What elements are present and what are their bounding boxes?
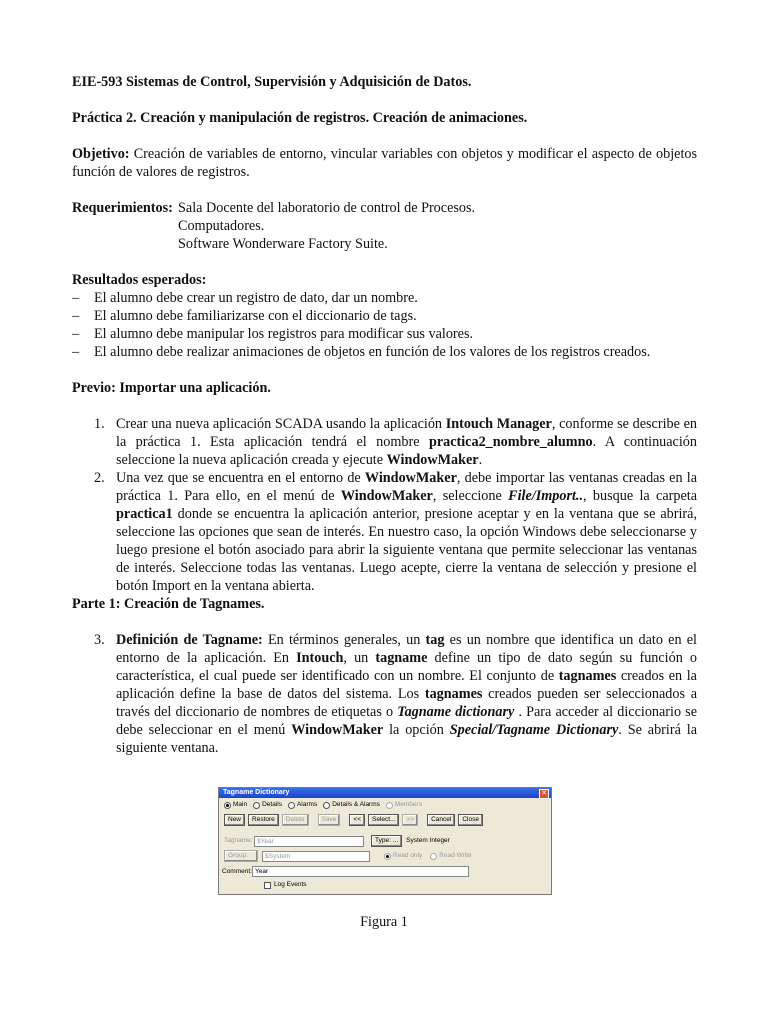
objective-paragraph bbox=[72, 145, 697, 181]
comment-label: Comment: bbox=[222, 867, 252, 875]
step-2: 2. Una vez que se encuentra en el entorno de WindowMaker, debe importar las ventanas creadas en la práctica 1. Para ello, en el menú de WindowMaker, seleccione File/Import.., busque la carpeta practica1 donde se encuentra la aplicación anterior, presione aceptar y en la ventana que se abrirá, seleccione las opciones que sean de interés. En nuestro caso, la opción Windows debe seleccionarse y luego presione el botón asociado para abrir la siguiente ventana que permite seleccionar las ventanas de interés. Seleccione todas las ventanas. Luego acepte, cierre la ventana de selección y presione el botón Import en la ventana abierta. bbox=[94, 470, 698, 594]
objective-text: Creación de variables de entorno, vincular variables con objetos y modificar el aspecto de objetos función de valores de registros. bbox=[72, 146, 697, 180]
radio-members[interactable] bbox=[386, 802, 393, 809]
radio-main[interactable] bbox=[224, 802, 231, 809]
view-radio-group: Main Details Alarms Details & Alarms Members bbox=[224, 801, 422, 809]
cancel-button[interactable]: Cancel bbox=[427, 814, 455, 826]
dialog-title: Tagname Dictionary bbox=[223, 789, 290, 796]
comment-row bbox=[222, 866, 469, 877]
results-label: Resultados esperados: bbox=[72, 272, 207, 288]
group-button[interactable]: Group: ... bbox=[224, 850, 258, 862]
radio-read-only[interactable] bbox=[384, 853, 391, 860]
requirements-block bbox=[72, 199, 697, 253]
previo-steps bbox=[94, 415, 697, 595]
previo-title: Previo: Importar una aplicación. bbox=[72, 380, 271, 396]
requirement-item: Computadores. bbox=[178, 218, 265, 234]
radio-details[interactable] bbox=[253, 802, 260, 809]
log-events-row bbox=[264, 881, 307, 889]
result-item: – El alumno debe realizar animaciones de objetos en función de los valores de los registros creados. bbox=[72, 344, 651, 360]
delete-button[interactable]: Delete bbox=[282, 814, 309, 826]
radio-read-write[interactable] bbox=[430, 853, 437, 860]
practice-title: Práctica 2. Creación y manipulación de registros. Creación de animaciones. bbox=[72, 110, 528, 126]
parte1-steps bbox=[94, 631, 697, 757]
requirement-item: Software Wonderware Factory Suite. bbox=[178, 236, 388, 252]
objective-label: Objetivo: bbox=[72, 146, 130, 162]
tagname-row bbox=[224, 835, 450, 847]
step-3: 3. Definición de Tagname: En términos generales, un tag es un nombre que identifica un dato en el entorno de la aplicación. En Intouch, un tagname define un tipo de dato según su función o característica, el cual puede ser identificado con un nombre. El conjunto de tagnames creados en la aplicación define la base de datos del sistema. Los tagnames creados pueden ser seleccionados a través del diccionario de nombres de etiquetas o Tagname dictionary . Para acceder al diccionario se debe seleccionar en el menú WindowMaker la opción Special/Tagname Dictionary. Se abrirá la siguiente ventana. bbox=[94, 632, 698, 756]
document-body bbox=[72, 73, 697, 757]
save-button[interactable]: Save bbox=[318, 814, 341, 826]
type-button[interactable]: Type: ... bbox=[371, 835, 402, 847]
select-button[interactable]: Select... bbox=[368, 814, 399, 826]
close-button[interactable]: Close bbox=[458, 814, 483, 826]
tagname-field[interactable]: $Year bbox=[254, 836, 364, 847]
requirement-item: Sala Docente del laboratorio de control de Procesos. bbox=[178, 200, 476, 216]
log-events-label: Log Events bbox=[274, 881, 307, 888]
dialog-title-bar bbox=[219, 788, 551, 798]
group-row: Group: ... $System Read only Read Write bbox=[224, 850, 472, 862]
next-button[interactable]: >> bbox=[402, 814, 418, 826]
radio-alarms[interactable] bbox=[288, 802, 295, 809]
log-events-checkbox[interactable] bbox=[264, 882, 271, 889]
parte1-title: Parte 1: Creación de Tagnames. bbox=[72, 596, 265, 612]
close-icon[interactable]: ✕ bbox=[539, 789, 549, 799]
result-item: – El alumno debe familiarizarse con el diccionario de tags. bbox=[72, 308, 417, 324]
result-item: – El alumno debe crear un registro de dato, dar un nombre. bbox=[72, 290, 418, 306]
requirements-label: Requerimientos: bbox=[72, 200, 173, 216]
results-block bbox=[72, 271, 697, 361]
course-title: EIE-593 Sistemas de Control, Supervisión y Adquisición de Datos. bbox=[72, 74, 472, 90]
radio-details-alarms[interactable] bbox=[323, 802, 330, 809]
dialog-button-row bbox=[224, 814, 483, 826]
tagname-dictionary-dialog bbox=[218, 787, 552, 895]
previous-button[interactable]: << bbox=[349, 814, 365, 826]
new-button[interactable]: New bbox=[224, 814, 245, 826]
group-field[interactable]: $System bbox=[262, 851, 370, 862]
comment-field[interactable]: Year bbox=[252, 866, 469, 877]
type-value: System Integer bbox=[406, 837, 450, 844]
result-item: – El alumno debe manipular los registros para modificar sus valores. bbox=[72, 326, 474, 342]
restore-button[interactable]: Restore bbox=[248, 814, 279, 826]
step-1: 1. Crear una nueva aplicación SCADA usando la aplicación Intouch Manager, conforme se describe en la práctica 1. Esta aplicación tendrá el nombre practica2_nombre_alumno. A continuación seleccione la nueva aplicación creada y ejecute WindowMaker. bbox=[94, 416, 697, 468]
tagname-label: Tagname: bbox=[224, 837, 253, 844]
figure-caption: Figura 1 bbox=[360, 914, 408, 930]
